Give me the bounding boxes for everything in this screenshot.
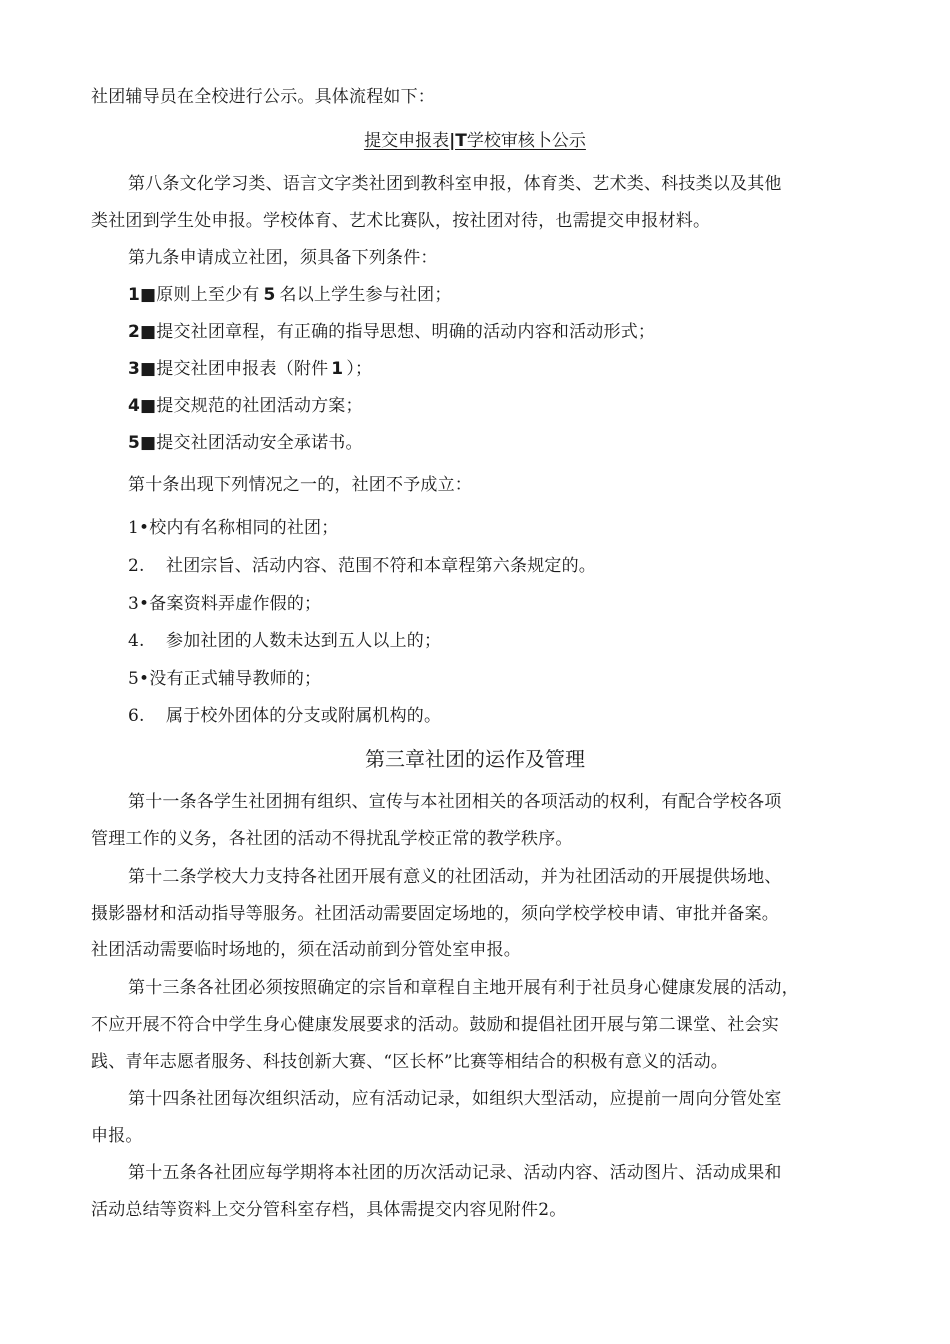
article-15-line-1: 第十五条各社团应每学期将本社团的历次活动记录、活动内容、活动图片、活动成果和 [128,1163,782,1183]
article-9-title: 第九条申请成立社团，须具备下列条件： [128,248,438,268]
exclusion-item-5: 5•没有正式辅导教师的； [128,669,322,689]
condition-item-4 [128,395,363,417]
condition-text: 提交社团活动安全承诺书。 [156,433,363,453]
article-12-line-2: 摄影器材和活动指导等服务。社团活动需要固定场地的，须向学校学校申请、审批并备案。 [91,904,779,924]
exclusion-text: 属于校外团体的分支或附属机构的。 [166,706,442,726]
condition-text: 提交社团章程，有正确的指导思想、明确的活动内容和活动形式； [156,322,656,342]
condition-item-2 [128,321,655,343]
exclusion-item-6 [128,705,441,727]
condition-number: 1 [128,285,141,305]
condition-text: 提交规范的社团活动方案； [156,396,363,416]
exclusion-item-2 [128,555,596,577]
condition-text: 名以上学生参与社团； [279,285,452,305]
condition-number: 3 [128,359,141,379]
article-13-line-3: 践、青年志愿者服务、科技创新大赛、“区长杯”比赛等相结合的积极有意义的活动。 [91,1052,728,1072]
condition-item-3 [128,358,372,380]
condition-text: 原则上至少有 [156,285,260,305]
article-12-line-1: 第十二条学校大力支持各社团开展有意义的社团活动，并为社团活动的开展提供场地、 [128,867,782,887]
article-11-line-2: 管理工作的义务，各社团的活动不得扰乱学校正常的教学秩序。 [91,829,573,849]
exclusion-number: 4. [128,631,145,651]
article-14-line-1: 第十四条社团每次组织活动，应有活动记录，如组织大型活动，应提前一周向分管处室 [128,1089,782,1109]
attachment-number: 1 [331,359,344,379]
condition-number: 2 [128,322,141,342]
condition-text: 提交社团申报表（附件 [156,359,329,379]
bullet-mark: ■ [140,359,157,379]
exclusion-item-1: 1•校内有名称相同的社团； [128,518,339,538]
article-8-line-2: 类社团到学生处申报。学校体育、艺术比赛队，按社团对待，也需提交申报材料。 [91,211,711,231]
condition-text: ）； [346,359,373,379]
bullet-mark: ■ [140,285,157,305]
article-14-line-2: 申报。 [91,1126,143,1146]
condition-number: 5 [128,433,141,453]
exclusion-text: 社团宗旨、活动内容、范围不符和本章程第六条规定的。 [166,556,596,576]
article-8-line-1: 第八条文化学习类、语言文字类社团到教科室申报，体育类、艺术类、科技类以及其他 [128,174,782,194]
article-13-line-1: 第十三条各社团必须按照确定的宗旨和章程自主地开展有利于社员身心健康发展的活动， [128,978,799,998]
condition-count: 5 [263,285,276,305]
flow-separator: |T [449,131,467,151]
intro-line: 社团辅导员在全校进行公示。具体流程如下： [91,87,435,107]
flow-step-review: 学校审核卜公示 [466,131,586,151]
process-flow [0,130,950,152]
condition-number: 4 [128,396,141,416]
article-10-title: 第十条出现下列情况之一的，社团不予成立： [128,475,472,495]
chapter-3-heading: 第三章社团的运作及管理 [365,747,585,771]
condition-item-5 [128,432,363,454]
flow-step-submit: 提交申报表 [364,131,450,151]
exclusion-item-4 [128,630,441,652]
bullet-mark: ■ [140,322,157,342]
exclusion-number: 6. [128,706,145,726]
bullet-mark: ■ [140,396,157,416]
bullet-mark: ■ [140,433,157,453]
article-15-line-2: 活动总结等资料上交分管科室存档，具体需提交内容见附件2。 [91,1200,567,1220]
exclusion-number: 2. [128,556,145,576]
condition-item-1 [128,284,452,306]
article-13-line-2: 不应开展不符合中学生身心健康发展要求的活动。鼓励和提倡社团开展与第二课堂、社会实 [91,1015,779,1035]
exclusion-text: 参加社团的人数未达到五人以上的； [166,631,442,651]
exclusion-item-3: 3•备案资料弄虚作假的； [128,594,322,614]
article-12-line-3: 社团活动需要临时场地的，须在活动前到分管处室申报。 [91,940,521,960]
article-11-line-1: 第十一条各学生社团拥有组织、宣传与本社团相关的各项活动的权利，有配合学校各项 [128,792,782,812]
